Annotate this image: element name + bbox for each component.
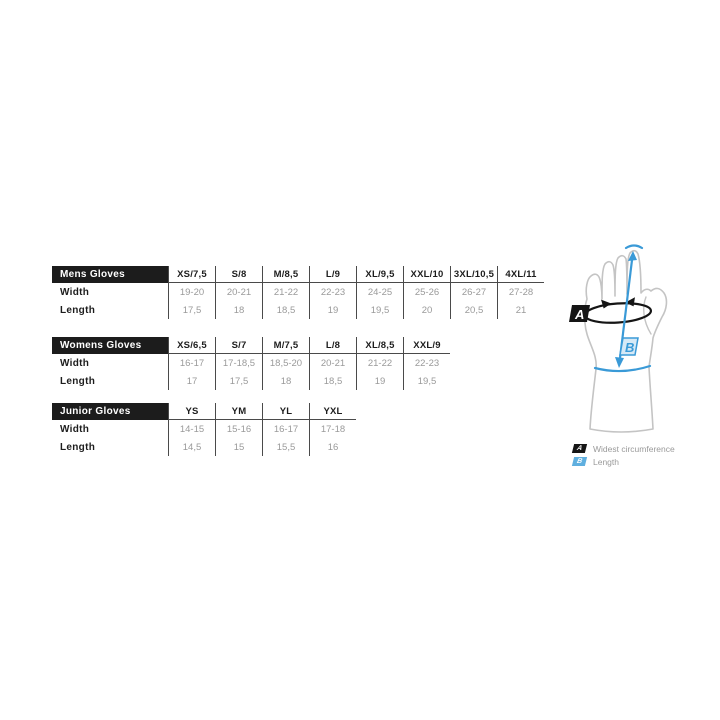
column-header: 4XL/11 [497, 266, 544, 283]
column-header: 3XL/10,5 [450, 266, 497, 283]
column-header: XXL/10 [403, 266, 450, 283]
row-label: Length [60, 304, 96, 316]
size-value: 20 [403, 301, 450, 319]
column-header: YS [168, 403, 215, 420]
size-value: 24-25 [356, 283, 403, 301]
marker-b-letter: B [625, 340, 635, 355]
size-value: 26-27 [450, 283, 497, 301]
size-value: 21 [497, 301, 544, 319]
column-header: XL/8,5 [356, 337, 403, 354]
size-tables [52, 266, 544, 456]
size-table-womens-gloves [52, 337, 544, 390]
column-header: YM [215, 403, 262, 420]
size-value: 16-17 [262, 420, 309, 438]
size-value: 25-26 [403, 283, 450, 301]
column-header: L/9 [309, 266, 356, 283]
row-label: Length [60, 375, 96, 387]
column-header: XS/7,5 [168, 266, 215, 283]
legend-badge-b-icon: B [572, 457, 587, 466]
legend-item-circumference [573, 443, 675, 454]
size-value: 15 [215, 438, 262, 456]
row-label: Length [60, 441, 96, 453]
legend-label-circumference: Widest circumference [593, 443, 675, 454]
size-value: 18,5 [262, 301, 309, 319]
size-value: 19 [356, 372, 403, 390]
size-value: 14-15 [168, 420, 215, 438]
fingertip-arc [626, 246, 642, 249]
size-value: 17-18 [309, 420, 356, 438]
size-value: 16 [309, 438, 356, 456]
marker-a-badge [569, 305, 590, 322]
size-value: 22-23 [309, 283, 356, 301]
size-value: 19,5 [356, 301, 403, 319]
size-value: 22-23 [403, 354, 450, 372]
table-title: Mens Gloves [52, 266, 168, 283]
legend-item-length [573, 456, 675, 467]
size-value: 18,5 [309, 372, 356, 390]
row-label: Width [60, 357, 90, 369]
glove-illustration [558, 241, 678, 446]
size-value: 15-16 [215, 420, 262, 438]
size-value: 21-22 [262, 283, 309, 301]
size-value: 18 [215, 301, 262, 319]
measurement-legend [573, 443, 675, 469]
size-value: 19,5 [403, 372, 450, 390]
size-value: 15,5 [262, 438, 309, 456]
column-header: XL/9,5 [356, 266, 403, 283]
size-value: 17-18,5 [215, 354, 262, 372]
size-value: 20-21 [215, 283, 262, 301]
column-header: XXL/9 [403, 337, 450, 354]
size-value: 18 [262, 372, 309, 390]
size-table-mens-gloves [52, 266, 544, 319]
column-header: M/7,5 [262, 337, 309, 354]
size-value: 14,5 [168, 438, 215, 456]
row-label: Width [60, 423, 90, 435]
size-value: 19-20 [168, 283, 215, 301]
size-value: 16-17 [168, 354, 215, 372]
size-value: 21-22 [356, 354, 403, 372]
size-value: 17,5 [168, 301, 215, 319]
size-value: 17,5 [215, 372, 262, 390]
size-value: 20,5 [450, 301, 497, 319]
column-header: S/7 [215, 337, 262, 354]
column-header: XS/6,5 [168, 337, 215, 354]
table-title: Womens Gloves [52, 337, 168, 354]
column-header: S/8 [215, 266, 262, 283]
row-label: Width [60, 286, 90, 298]
size-value: 19 [309, 301, 356, 319]
legend-badge-a-icon: A [572, 444, 587, 453]
column-header: YXL [309, 403, 356, 420]
marker-b-badge [620, 338, 638, 355]
size-value: 18,5-20 [262, 354, 309, 372]
size-value: 27-28 [497, 283, 544, 301]
legend-label-length: Length [593, 456, 619, 467]
table-title: Junior Gloves [52, 403, 168, 420]
size-table-junior-gloves [52, 403, 544, 456]
column-header: YL [262, 403, 309, 420]
marker-a-letter: A [575, 307, 585, 322]
column-header: M/8,5 [262, 266, 309, 283]
size-value: 17 [168, 372, 215, 390]
size-value: 20-21 [309, 354, 356, 372]
column-header: L/8 [309, 337, 356, 354]
